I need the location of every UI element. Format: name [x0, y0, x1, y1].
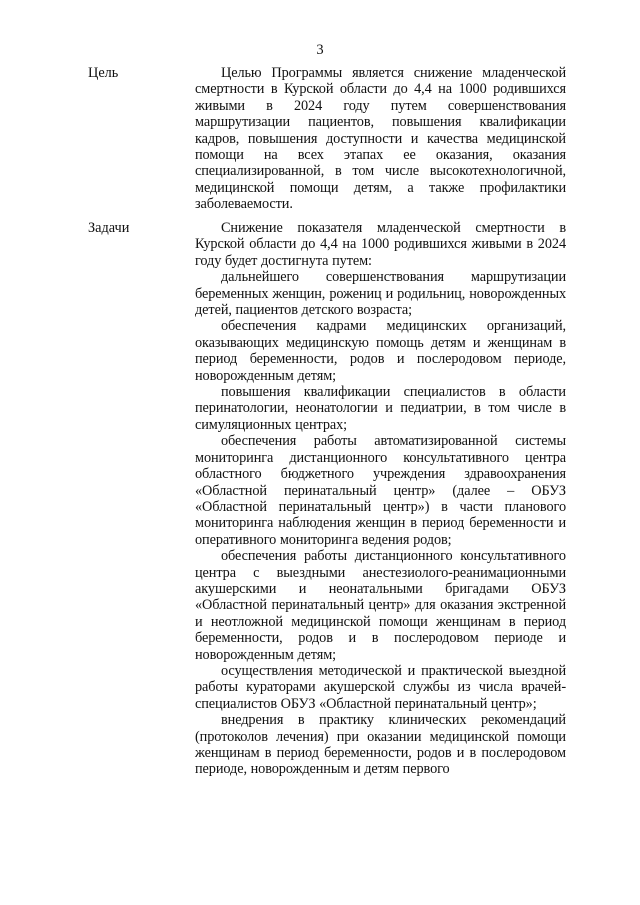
task-item: обеспечения работы автоматизированной системы мониторинга дистанционного консультативного центра областного бюджетного учреждения здравоохранения «Областной перинатальный центр» (далее – ОБУЗ «Областной перинатальный центр») в части планового мониторинга наблюдения женщин в период беременности и оперативного мониторинга ведения родов;	[195, 433, 566, 548]
task-item: повышения квалификации специалистов в области перинатологии, неонатологии и педиатрии, в том числе в симуляционных центрах;	[195, 384, 566, 433]
goal-paragraph: Целью Программы является снижение младенческой смертности в Курской области до 4,4 на 1000 родившихся живыми в 2024 году путем совершенствования маршрутизации пациентов, повышения квалификации кадров, повышения доступности и качества медицинской помощи на всех этапах ее оказания, оказания специализированной, в том числе высокотехнологичной, медицинской помощи детям, а также профилактики заболеваемости.	[195, 65, 566, 213]
task-item: дальнейшего совершенствования маршрутизации беременных женщин, рожениц и родильниц, новорожденных детей, пациентов детского возраста;	[195, 269, 566, 319]
page-number: 3	[316, 42, 324, 58]
task-item: внедрения в практику клинических рекомендаций (протоколов лечения) при оказании медицинской помощи женщинам в период беременности, родов и в послеродовом периоде, новорожденным и детям первого	[195, 712, 566, 778]
task-item: обеспечения работы дистанционного консультативного центра с выездными анестезиолого-реанимационными акушерскими и неонатальными бригадами ОБУЗ «Областной перинатальный центр» для оказания экстренной и неотложной медицинской помощи женщинам в период беременности, родов и в послеродовом периоде и новорожденным детям;	[195, 548, 566, 663]
section-body-tasks	[195, 220, 566, 778]
section-label-goal: Цель	[88, 65, 119, 81]
task-item: обеспечения кадрами медицинских организаций, оказывающих медицинскую помощь детям и женщинам в период беременности, родов и послеродовом периоде, новорожденным детям;	[195, 318, 566, 384]
section-body-goal	[195, 65, 566, 213]
tasks-intro-paragraph: Снижение показателя младенческой смертности в Курской области до 4,4 на 1000 родившихся живыми в 2024 году будет достигнута путем:	[195, 220, 566, 269]
task-item: осуществления методической и практической выездной работы кураторами акушерской службы из числа врачей-специалистов ОБУЗ «Областной перинатальный центр»;	[195, 662, 566, 712]
section-label-tasks: Задачи	[88, 220, 130, 236]
